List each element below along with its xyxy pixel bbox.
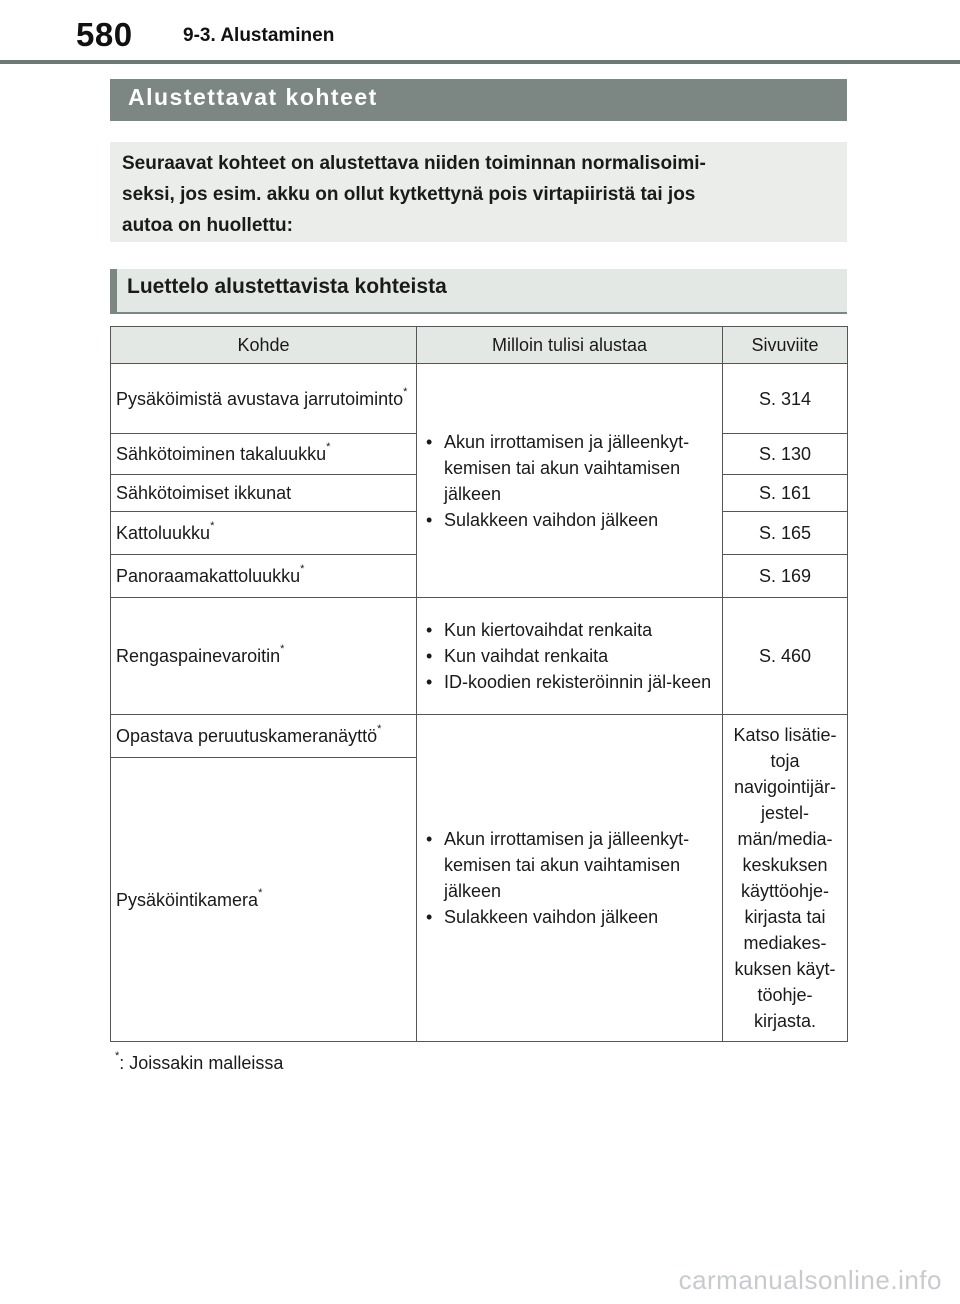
item-name-cell (111, 434, 417, 475)
list-item: • Sulakkeen vaihdon jälkeen (426, 904, 717, 930)
list-item: • Sulakkeen vaihdon jälkeen (426, 507, 717, 533)
intro-text-box (110, 142, 847, 242)
asterisk-mark: * (280, 643, 285, 655)
column-header-when: Milloin tulisi alustaa (417, 327, 723, 364)
intro-line-3: autoa on huollettu: (122, 215, 293, 236)
list-item: • Kun vaihdat renkaita (426, 643, 717, 669)
item-name-cell (111, 758, 417, 1042)
footnote (115, 1050, 284, 1074)
when-cell-battery (417, 364, 723, 598)
page-ref-cell: S. 165 (723, 512, 848, 555)
table-row (111, 598, 848, 715)
column-header-item: Kohde (111, 327, 417, 364)
page-number: 580 (76, 16, 133, 53)
table-row (111, 364, 848, 434)
chapter-title: 9-3. Alustaminen (183, 25, 335, 46)
page-ref-cell: S. 169 (723, 555, 848, 598)
page-ref-cell: S. 161 (723, 475, 848, 512)
header-rule (0, 60, 960, 64)
reset-items-table (110, 326, 848, 1042)
footnote-mark: * (115, 1050, 120, 1062)
when-cell-camera (417, 715, 723, 1042)
asterisk-mark: * (377, 723, 382, 735)
bullet-list (422, 826, 717, 930)
intro-line-1: Seuraavat kohteet on alustettava niiden toiminnan normalisoimi- (122, 153, 706, 174)
list-item: • ID-koodien rekisteröinnin jäl-keen (426, 669, 717, 695)
asterisk-mark: * (258, 886, 263, 899)
asterisk-mark: * (403, 385, 408, 398)
item-name: Kattoluukku (116, 523, 211, 543)
item-name: Opastava peruutuskameranäyttö (116, 726, 378, 746)
page-ref-cell: S. 130 (723, 434, 848, 475)
page-ref-cell: S. 314 (723, 364, 848, 434)
item-name: Pysäköintikamera (116, 889, 259, 910)
item-name: Panoraamakattoluukku (116, 566, 301, 586)
subsection-title: Luettelo alustettavista kohteista (110, 269, 847, 314)
list-item: • Akun irrottamisen ja jälleenkyt-kemisen tai akun vaihtamisen jälkeen (426, 429, 717, 507)
list-item: • Akun irrottamisen ja jälleenkyt-kemisen tai akun vaihtamisen jälkeen (426, 826, 717, 904)
table-header-row (111, 327, 848, 364)
item-name-cell (111, 364, 417, 434)
item-name-cell (111, 715, 417, 758)
item-name: Rengaspainevaroitin (116, 646, 281, 666)
item-name: Sähkötoimiset ikkunat (116, 483, 292, 503)
asterisk-mark: * (326, 441, 331, 453)
list-item: • Kun kiertovaihdat renkaita (426, 617, 717, 643)
table-row (111, 715, 848, 758)
asterisk-mark: * (210, 520, 215, 532)
page-ref-cell-navigation: Katso lisätie-toja navigointijär-jestel-män/media-keskuksen käyttöohje-kirjasta tai mediakes-kuksen käyt-töohje-kirjasta. (723, 715, 848, 1042)
item-name: Sähkötoiminen takaluukku (116, 444, 327, 464)
bullet-list (422, 429, 717, 533)
column-header-page-ref: Sivuviite (723, 327, 848, 364)
watermark: carmanualsonline.info (678, 1265, 942, 1295)
item-name-cell (111, 555, 417, 598)
page-ref-cell: S. 460 (723, 598, 848, 715)
item-name-cell (111, 475, 417, 512)
when-cell-tires (417, 598, 723, 715)
section-title: Alustettavat kohteet (110, 79, 847, 121)
item-name-cell (111, 512, 417, 555)
item-name: Pysäköimistä avustava jarrutoiminto (116, 388, 404, 409)
bullet-list (422, 617, 717, 695)
asterisk-mark: * (300, 563, 305, 575)
item-name-cell (111, 598, 417, 715)
footnote-text: : Joissakin malleissa (119, 1053, 284, 1073)
intro-line-2: seksi, jos esim. akku on ollut kytkettynä pois virtapiiristä tai jos (122, 184, 696, 205)
